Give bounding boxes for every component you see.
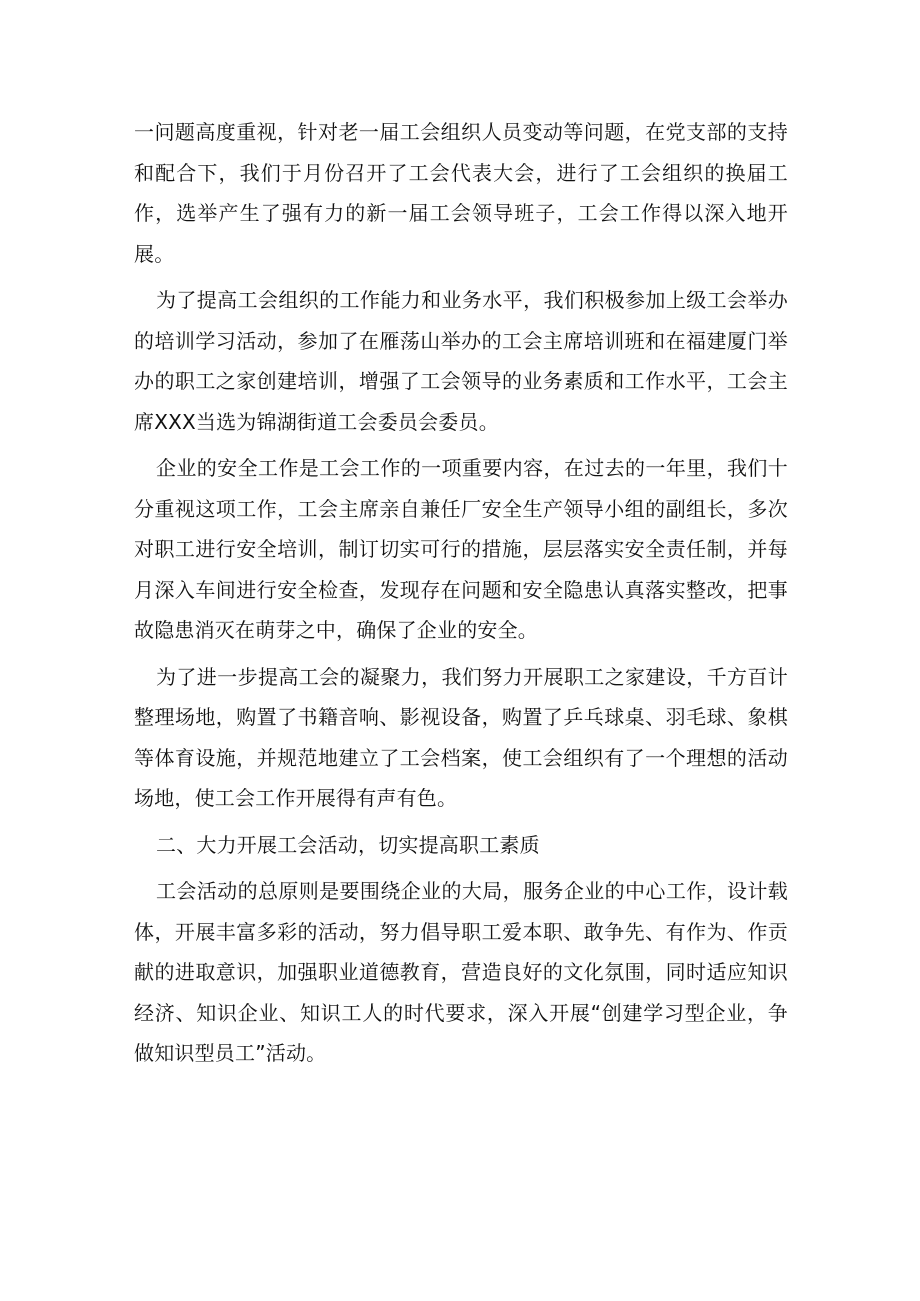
paragraph-workers-home: 为了进一步提高工会的凝聚力，我们努力开展职工之家建设，千方百计整理场地，购置了书籍音响、影视设备，购置了乒乓球桌、羽毛球、象棋等体育设施，并规范地建立了工会档案，使工会组织有了一个理想的活动场地，使工会工作开展得有声有色。 xyxy=(134,664,788,810)
paragraph-training: 为了提高工会组织的工作能力和业务水平，我们积极参加上级工会举办的培训学习活动，参加了在雁荡山举办的工会主席培训班和在福建厦门举办的职工之家创建培训，增强了工会领导的业务素质和工作水平，工会主席XXX当选为锦湖街道工会委员会委员。 xyxy=(134,288,788,434)
paragraph-safety: 企业的安全工作是工会工作的一项重要内容，在过去的一年里，我们十分重视这项工作，工会主席亲自兼任厂安全生产领导小组的副组长，多次对职工进行安全培训，制订切实可行的措施，层层落实安全责任制，并每月深入车间进行安全检查，发现存在问题和安全隐患认真落实整改，把事故隐患消灭在萌芽之中，确保了企业的安全。 xyxy=(134,456,788,642)
paragraph-activities: 工会活动的总原则是要围绕企业的大局，服务企业的中心工作，设计载体，开展丰富多彩的活动，努力倡导职工爱本职、敢争先、有作为、作贡献的进取意识，加强职业道德教育，营造良好的文化氛围，同时适应知识经济、知识企业、知识工人的时代要求，深入开展“创建学习型企业，争做知识型员工”活动。 xyxy=(134,879,788,1065)
document-body xyxy=(134,112,788,1080)
section-heading: 二、大力开展工会活动，切实提高职工素质 xyxy=(156,832,540,857)
paragraph-continuation: 一问题高度重视，针对老一届工会组织人员变动等问题，在党支部的支持和配合下，我们于月份召开了工会代表大会，进行了工会组织的换届工作，选举产生了强有力的新一届工会领导班子，工会工作得以深入地开展。 xyxy=(134,120,788,266)
